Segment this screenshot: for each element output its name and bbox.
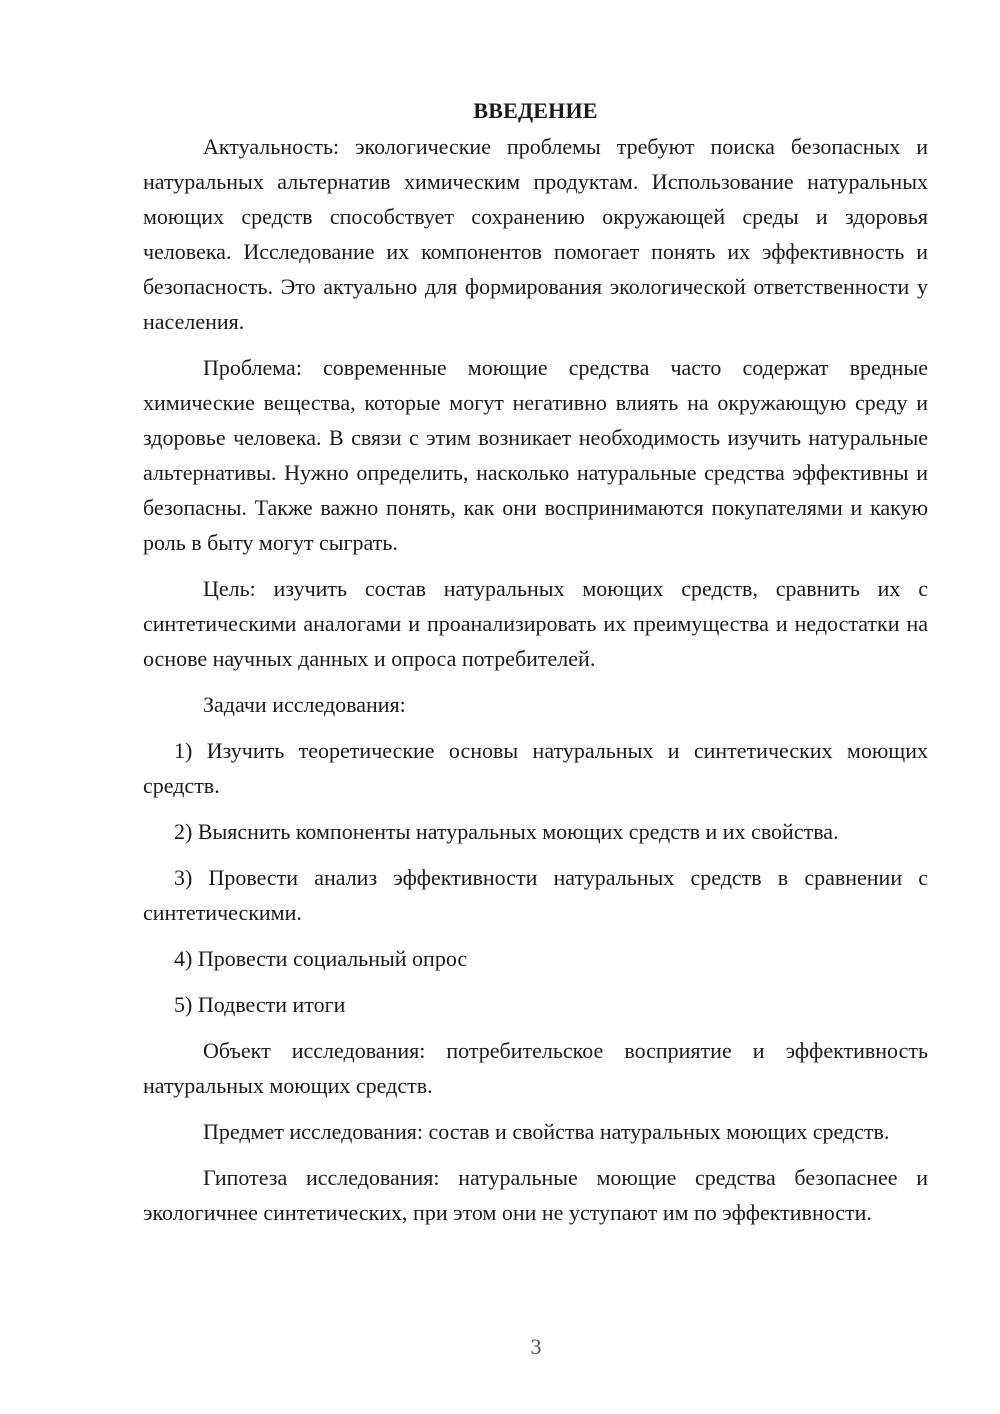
task-item-1: 1) Изучить теоретические основы натуральных и синтетических моющих средств. [143, 738, 928, 798]
subject-paragraph: Предмет исследования: состав и свойства натуральных моющих средств. [203, 1119, 890, 1144]
task-item-5: 5) Подвести итоги [174, 992, 346, 1017]
page-number: 3 [530, 1334, 542, 1359]
section-heading: ВВЕДЕНИЕ [473, 98, 598, 123]
relevance-paragraph: Актуальность: экологические проблемы требуют поиска безопасных и натуральных альтернатив химическим продуктам. Использование натуральных моющих средств способствует сохранению окружающей среды и здоровья человека. Исследование их компонентов помогает понять их эффективность и безопасность. Это актуально для формирования экологической ответственности у населения. [143, 134, 928, 334]
hypothesis-paragraph: Гипотеза исследования: натуральные моющие средства безопаснее и экологичнее синтетических, при этом они не уступают им по эффективности. [143, 1165, 928, 1225]
task-item-2: 2) Выяснить компоненты натуральных моющих средств и их свойства. [174, 819, 839, 844]
object-paragraph: Объект исследования: потребительское восприятие и эффективность натуральных моющих средств. [143, 1038, 928, 1098]
goal-paragraph: Цель: изучить состав натуральных моющих средств, сравнить их с синтетическими аналогами и проанализировать их преимущества и недостатки на основе научных данных и опроса потребителей. [143, 576, 928, 671]
task-item-4: 4) Провести социальный опрос [174, 946, 468, 971]
task-item-3: 3) Провести анализ эффективности натуральных средств в сравнении с синтетическими. [143, 865, 928, 925]
document-body [143, 93, 928, 1230]
problem-paragraph: Проблема: современные моющие средства часто содержат вредные химические вещества, которые могут негативно влиять на окружающую среду и здоровье человека. В связи с этим возникает необходимость изучить натуральные альтернативы. Нужно определить, насколько натуральные средства эффективны и безопасны. Также важно понять, как они воспринимаются покупателями и какую роль в быту могут сыграть. [143, 355, 928, 555]
tasks-heading: Задачи исследования: [203, 692, 406, 717]
